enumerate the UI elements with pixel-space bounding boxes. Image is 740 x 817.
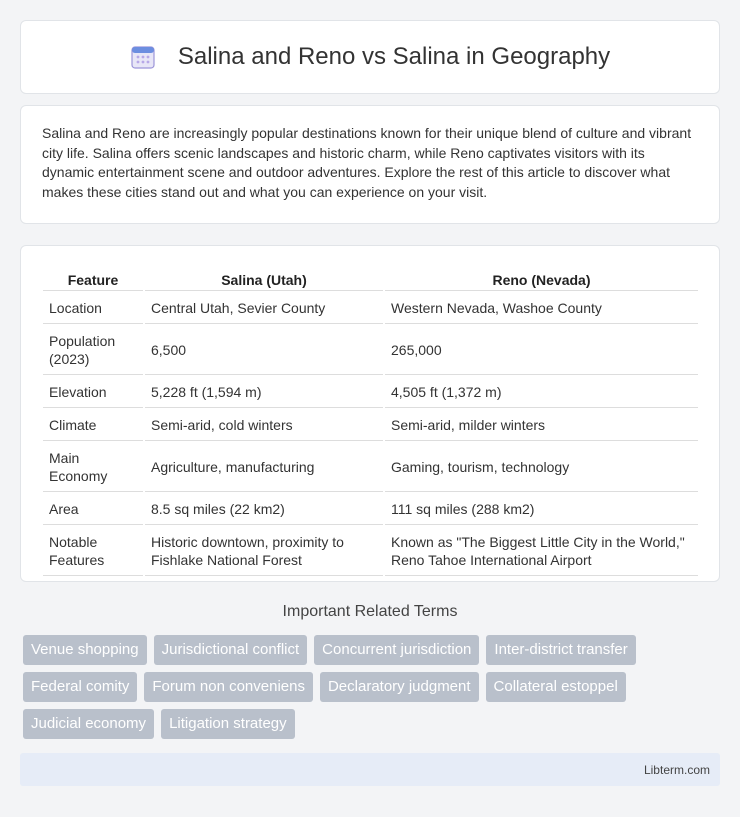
header-reno: Reno (Nevada) bbox=[385, 268, 698, 291]
table-row bbox=[43, 293, 698, 324]
table-row bbox=[43, 326, 698, 375]
table-cell: Central Utah, Sevier County bbox=[145, 293, 383, 324]
table-header-row bbox=[43, 268, 698, 291]
table-row bbox=[43, 527, 698, 576]
table-cell: 4,505 ft (1,372 m) bbox=[385, 377, 698, 408]
table-cell: 265,000 bbox=[385, 326, 698, 375]
title-card bbox=[20, 20, 720, 94]
tag-judicial-economy[interactable]: Judicial economy bbox=[23, 709, 154, 739]
intro-card bbox=[20, 105, 720, 224]
tag-federal-comity[interactable]: Federal comity bbox=[23, 672, 137, 702]
table-cell: Main Economy bbox=[43, 443, 143, 492]
tag-venue-shopping[interactable]: Venue shopping bbox=[23, 635, 147, 665]
related-terms-title: Important Related Terms bbox=[282, 603, 458, 620]
table-cell: Western Nevada, Washoe County bbox=[385, 293, 698, 324]
calendar-icon bbox=[130, 44, 156, 70]
table-cell: Location bbox=[43, 293, 143, 324]
table-cell: Semi-arid, milder winters bbox=[385, 410, 698, 441]
tag-collateral-estoppel[interactable]: Collateral estoppel bbox=[486, 672, 626, 702]
table-cell: Area bbox=[43, 494, 143, 525]
tag-concurrent-jurisdiction[interactable]: Concurrent jurisdiction bbox=[314, 635, 479, 665]
table-row bbox=[43, 494, 698, 525]
header-feature: Feature bbox=[43, 268, 143, 291]
table-cell: 6,500 bbox=[145, 326, 383, 375]
table-cell: Gaming, tourism, technology bbox=[385, 443, 698, 492]
footer bbox=[20, 753, 720, 786]
tag-forum-non-conveniens[interactable]: Forum non conveniens bbox=[144, 672, 313, 702]
table-cell: Elevation bbox=[43, 377, 143, 408]
table-cell: 111 sq miles (288 km2) bbox=[385, 494, 698, 525]
table-cell: Notable Features bbox=[43, 527, 143, 576]
tag-jurisdictional-conflict[interactable]: Jurisdictional conflict bbox=[154, 635, 308, 665]
table-cell: Agriculture, manufacturing bbox=[145, 443, 383, 492]
comparison-table bbox=[41, 266, 700, 578]
footer-site-link[interactable]: Libterm.com bbox=[643, 763, 710, 777]
table-cell: Historic downtown, proximity to Fishlake National Forest bbox=[145, 527, 383, 576]
table-cell: Population (2023) bbox=[43, 326, 143, 375]
comparison-card bbox=[20, 245, 720, 582]
table-row bbox=[43, 410, 698, 441]
header-salina: Salina (Utah) bbox=[145, 268, 383, 291]
tag-declaratory-judgment[interactable]: Declaratory judgment bbox=[320, 672, 479, 702]
table-cell: Semi-arid, cold winters bbox=[145, 410, 383, 441]
related-terms-list bbox=[23, 635, 723, 739]
table-row bbox=[43, 377, 698, 408]
table-cell: 8.5 sq miles (22 km2) bbox=[145, 494, 383, 525]
table-cell: Known as "The Biggest Little City in the World," Reno Tahoe International Airport bbox=[385, 527, 698, 576]
tag-litigation-strategy[interactable]: Litigation strategy bbox=[161, 709, 295, 739]
tag-inter-district-transfer[interactable]: Inter-district transfer bbox=[486, 635, 635, 665]
intro-text: Salina and Reno are increasingly popular destinations known for their unique blend of culture and vibrant city life. Salina offers scenic landscapes and historic charm, while Reno captivates visitors with its dynamic entertainment scene and outdoor adventures. Explore the rest of this article to discover what makes these cities stand out and what you can experience on your visit. bbox=[42, 125, 692, 200]
page-title: Salina and Reno vs Salina in Geography bbox=[177, 43, 611, 70]
table-cell: 5,228 ft (1,594 m) bbox=[145, 377, 383, 408]
table-row bbox=[43, 443, 698, 492]
table-cell: Climate bbox=[43, 410, 143, 441]
